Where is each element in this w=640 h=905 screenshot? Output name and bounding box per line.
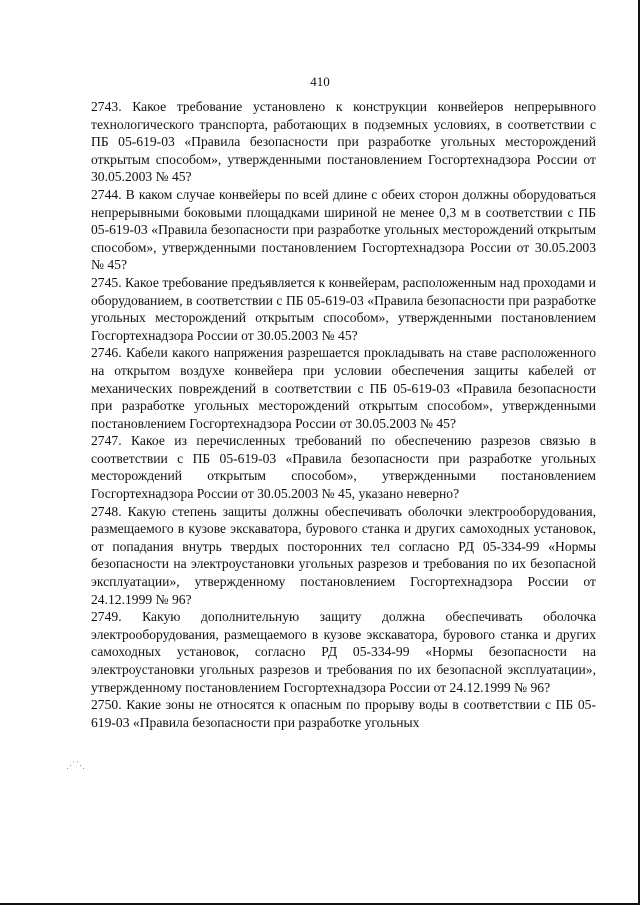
question-2747: 2747. Какое из перечисленных требований по обеспечению разрезов связью в соответствии с ПБ 05-619-03 «Правила безопасности при разработке угольных месторождений открытым способом», утвержденными постановлением Госгортехнадзора России от 30.05.2003 № 45, указано неверно? — [91, 433, 596, 502]
question-2748: 2748. Какую степень защиты должны обеспечивать оболочки электрооборудования, размещаемого в кузове экскаватора, бурового станка и других самоходных установок, от попадания внутрь твердых посторонних тел согласно РД 05-334-99 «Нормы безопасности на электроустановки угольных разрезов и требования по их безопасной эксплуатации», утвержденному постановлением Госгортехнадзора России от 24.12.1999 № 96? — [91, 503, 596, 607]
question-list — [91, 98, 596, 731]
question-2744: 2744. В каком случае конвейеры по всей длине с обеих сторон должны оборудоваться непрерывными боковыми площадками шириной не менее 0,3 м в соответствии с ПБ 05-619-03 «Правила безопасности при разработке угольных месторождений открытым способом», утвержденными постановлением Госгортехнадзора России от 30.05.2003 № 45? — [91, 186, 596, 273]
question-2746: 2746. Кабели какого напряжения разрешается прокладывать на ставе расположенного на открытом воздухе конвейера при условии обеспечения защиты кабелей от механических повреждений в соответствии с ПБ 05-619-03 «Правила безопасности при разработке угольных месторождений открытым способом», утвержденными постановлением Госгортехнадзора России от 30.05.2003 № 45? — [91, 345, 596, 431]
question-2749: 2749. Какую дополнительную защиту должна обеспечивать оболочка электрооборудования, размещаемого в кузове экскаватора, бурового станка и других самоходных установок, согласно РД 05-334-99 «Нормы безопасности на электроустановки угольных разрезов и требования по их безопасной эксплуатации», утвержденному постановлением Госгортехнадзора России от 24.12.1999 № 96? — [91, 609, 596, 695]
question-2743: 2743. Какое требование установлено к конструкции конвейеров непрерывного технологического транспорта, работающих в подземных условиях, в соответствии с ПБ 05-619-03 «Правила безопасности при разработке угольных месторождений открытым способом», утвержденными постановлением Госгортехнадзора России от 30.05.2003 № 45? — [91, 99, 596, 185]
page-number: 410 — [310, 74, 330, 89]
question-2750: 2750. Какие зоны не относятся к опасным по прорыву воды в соответствии с ПБ 05-619-03 «Правила безопасности при разработке угольных — [91, 697, 596, 730]
question-2745: 2745. Какое требование предъявляется к конвейерам, расположенным над проходами и оборудованием, в соответствии с ПБ 05-619-03 «Правила безопасности при разработке угольных месторождений открытым способом», утвержденными постановлением Госгортехнадзора России от 30.05.2003 № 45? — [91, 274, 596, 343]
scan-speck-mark: ⋰⋱ — [66, 760, 86, 770]
